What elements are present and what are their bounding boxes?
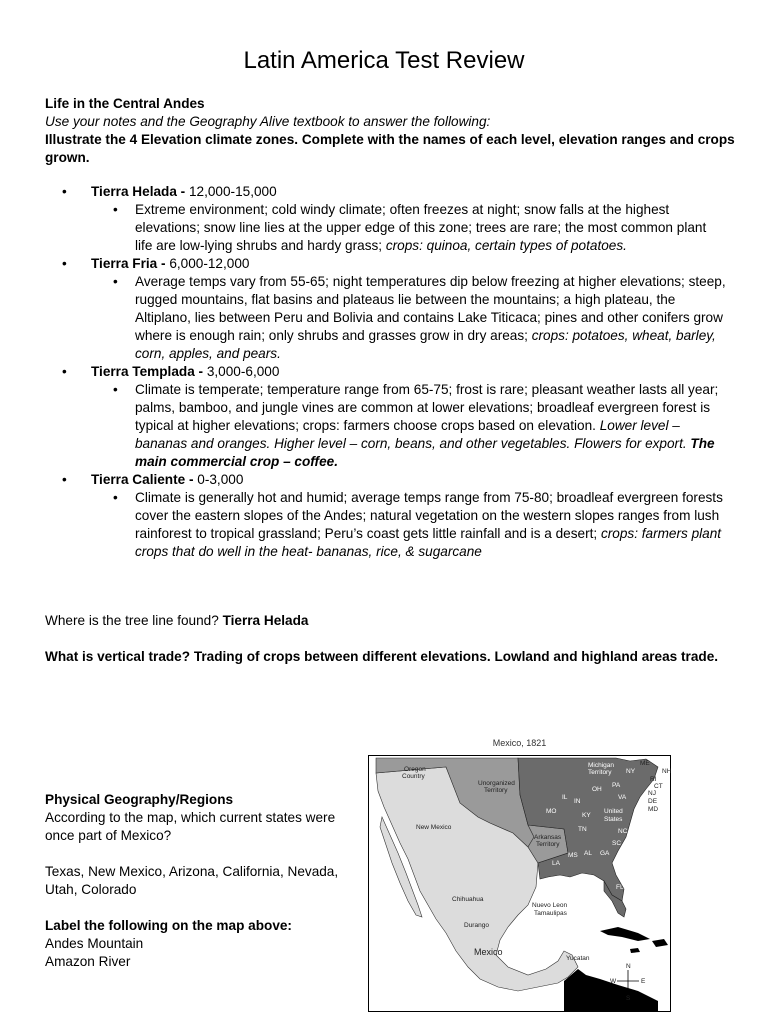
section-heading: Life in the Central Andes [45, 96, 205, 111]
map-label: Arkansas [534, 834, 562, 841]
map-label: TN [578, 826, 587, 833]
map-label: NH [662, 768, 671, 775]
bullet: • [62, 472, 67, 487]
zone-name: Tierra Templada - [91, 364, 204, 379]
bullet: • [62, 364, 67, 379]
label-heading: Label the following on the map above: [45, 918, 292, 933]
map-label: IL [562, 794, 568, 801]
question-text: Where is the tree line found? [45, 613, 223, 628]
map-label: Oregon [404, 766, 426, 773]
zone-crops: crops: potatoes, wheat, barley, corn, apples, and pears. [135, 328, 716, 361]
map-label: MO [546, 808, 557, 815]
map-label: NY [626, 768, 636, 775]
zone-crops: crops: farmers plant crops that do well in the heat- bananas, rice, & sugarcane [135, 526, 722, 559]
zone-item [62, 255, 742, 363]
map-label: Durango [464, 922, 489, 929]
bullet: • [62, 184, 67, 199]
treeline-question [45, 612, 735, 630]
bullet: • [113, 274, 118, 289]
map-label: Country [402, 773, 425, 780]
svg-text:S: S [626, 995, 631, 1002]
zone-name: Tierra Helada - [91, 184, 186, 199]
map-label: GA [600, 850, 610, 857]
svg-text:N: N [626, 963, 631, 970]
zone-item [62, 183, 742, 255]
map-label: Territory [484, 787, 508, 794]
zone-description: Extreme environment; cold windy climate; often freezes at night; snow falls at the highest elevations; snow line lies at the upper edge of this zone; trees are rare; the most common plant life are low-lying shrubs and hardy grass; [135, 202, 707, 253]
map-label: Michigan [588, 762, 615, 769]
map-label: SC [612, 840, 622, 847]
section-physical [45, 791, 345, 971]
zone-commercial-crop: The main commercial crop – coffee. [135, 436, 715, 469]
map-label: New Mexico [416, 824, 452, 831]
map-caption: Mexico, 1821 [492, 738, 547, 748]
zone-crops: Lower level – bananas and oranges. Higher level – corn, beans, and other vegetables. Flowers for export. [135, 418, 691, 451]
map-figure [368, 737, 671, 1012]
label-item: Andes Mountain [45, 936, 144, 951]
zone-item [62, 471, 742, 561]
zones-list [62, 183, 742, 561]
map-label: KY [582, 812, 591, 819]
map-label: MD [648, 806, 659, 813]
bullet: • [62, 256, 67, 271]
instruction-text: Use your notes and the Geography Alive textbook to answer the following: [45, 114, 491, 129]
answer-text: Texas, New Mexico, Arizona, California, Nevada, Utah, Colorado [45, 864, 339, 897]
zone-crops: crops: quinoa, certain types of potatoes. [385, 238, 627, 253]
map-label: PA [612, 782, 621, 789]
map-label: RI [650, 776, 657, 783]
map-label: Unorganized [478, 780, 515, 787]
map-label: FL [616, 884, 624, 891]
bullet: • [113, 382, 118, 397]
question-text: According to the map, which current states were once part of Mexico? [45, 810, 336, 843]
map-label: LA [552, 860, 560, 867]
zone-description: Climate is generally hot and humid; average temps range from 75-80; broadleaf evergreen forests cover the eastern slopes of the Andes; natural vegetation on the western slopes ranges from lush rainforest to tropical grassland; Peru’s coast gets little rainfall and is a desert; [135, 490, 723, 541]
zone-range: 3,000-6,000 [203, 364, 280, 379]
zone-name: Tierra Caliente - [91, 472, 194, 487]
svg-text:W: W [610, 978, 617, 985]
zone-range: 0-3,000 [193, 472, 244, 487]
map-label: Yucatan [566, 955, 590, 962]
zone-item [62, 363, 742, 471]
map-label: OH [592, 786, 602, 793]
zone-description: Climate is temperate; temperature range from 65-75; frost is rare; pleasant weather lasts all year; palms, bamboo, and jungle vines are common at lower elevations; broadleaf evergreen forest is typical at higher elevations; crops: farmers choose crops based on elevation. [135, 382, 719, 433]
map-label: Mexico [474, 947, 503, 957]
prompt-text: Illustrate the 4 Elevation climate zones. Complete with the names of each level, elevation ranges and crops grown. [45, 132, 735, 165]
vertical-trade-text: What is vertical trade? Trading of crops between different elevations. Lowland and highland areas trade. [45, 649, 719, 664]
map-label: United [604, 808, 623, 815]
map-label: Tamaulipas [534, 910, 567, 917]
map-label: ME [640, 760, 650, 767]
answer-text: Tierra Helada [222, 613, 309, 628]
map-label: Territory [536, 841, 560, 848]
zone-range: 12,000-15,000 [185, 184, 277, 199]
map-label: CT [654, 783, 663, 790]
zone-description: Average temps vary from 55-65; night temperatures dip below freezing at higher elevations; steep, rugged mountains, flat basins and plateaus lie between the mountains; a high plateau, the Altiplano, lies between Peru and Bolivia and contains Lake Titicaca; pines and other conifers grow where is enough rain; only shrubs and grasses grow in dry areas; [135, 274, 726, 343]
map-label: IN [574, 798, 581, 805]
section-heading: Physical Geography/Regions [45, 792, 234, 807]
map-label: Nuevo Leon [532, 902, 568, 909]
map-label: States [604, 816, 623, 823]
bullet: • [113, 202, 118, 217]
map-label: Chihuahua [452, 896, 484, 903]
map-label: DE [648, 798, 658, 805]
map-label: VA [618, 794, 627, 801]
map-label: Territory [588, 769, 612, 776]
map-mexico-1821 [368, 755, 671, 1012]
page-title: Latin America Test Review [243, 47, 525, 74]
section-andes [45, 95, 735, 167]
zone-range: 6,000-12,000 [165, 256, 250, 271]
svg-text:E: E [641, 978, 646, 985]
map-label: NJ [648, 790, 656, 797]
map-label: MS [568, 852, 578, 859]
label-item: Amazon River [45, 954, 131, 969]
zone-name: Tierra Fria - [91, 256, 166, 271]
bullet: • [113, 490, 118, 505]
map-label: AL [584, 850, 592, 857]
map-label: NC [618, 828, 628, 835]
